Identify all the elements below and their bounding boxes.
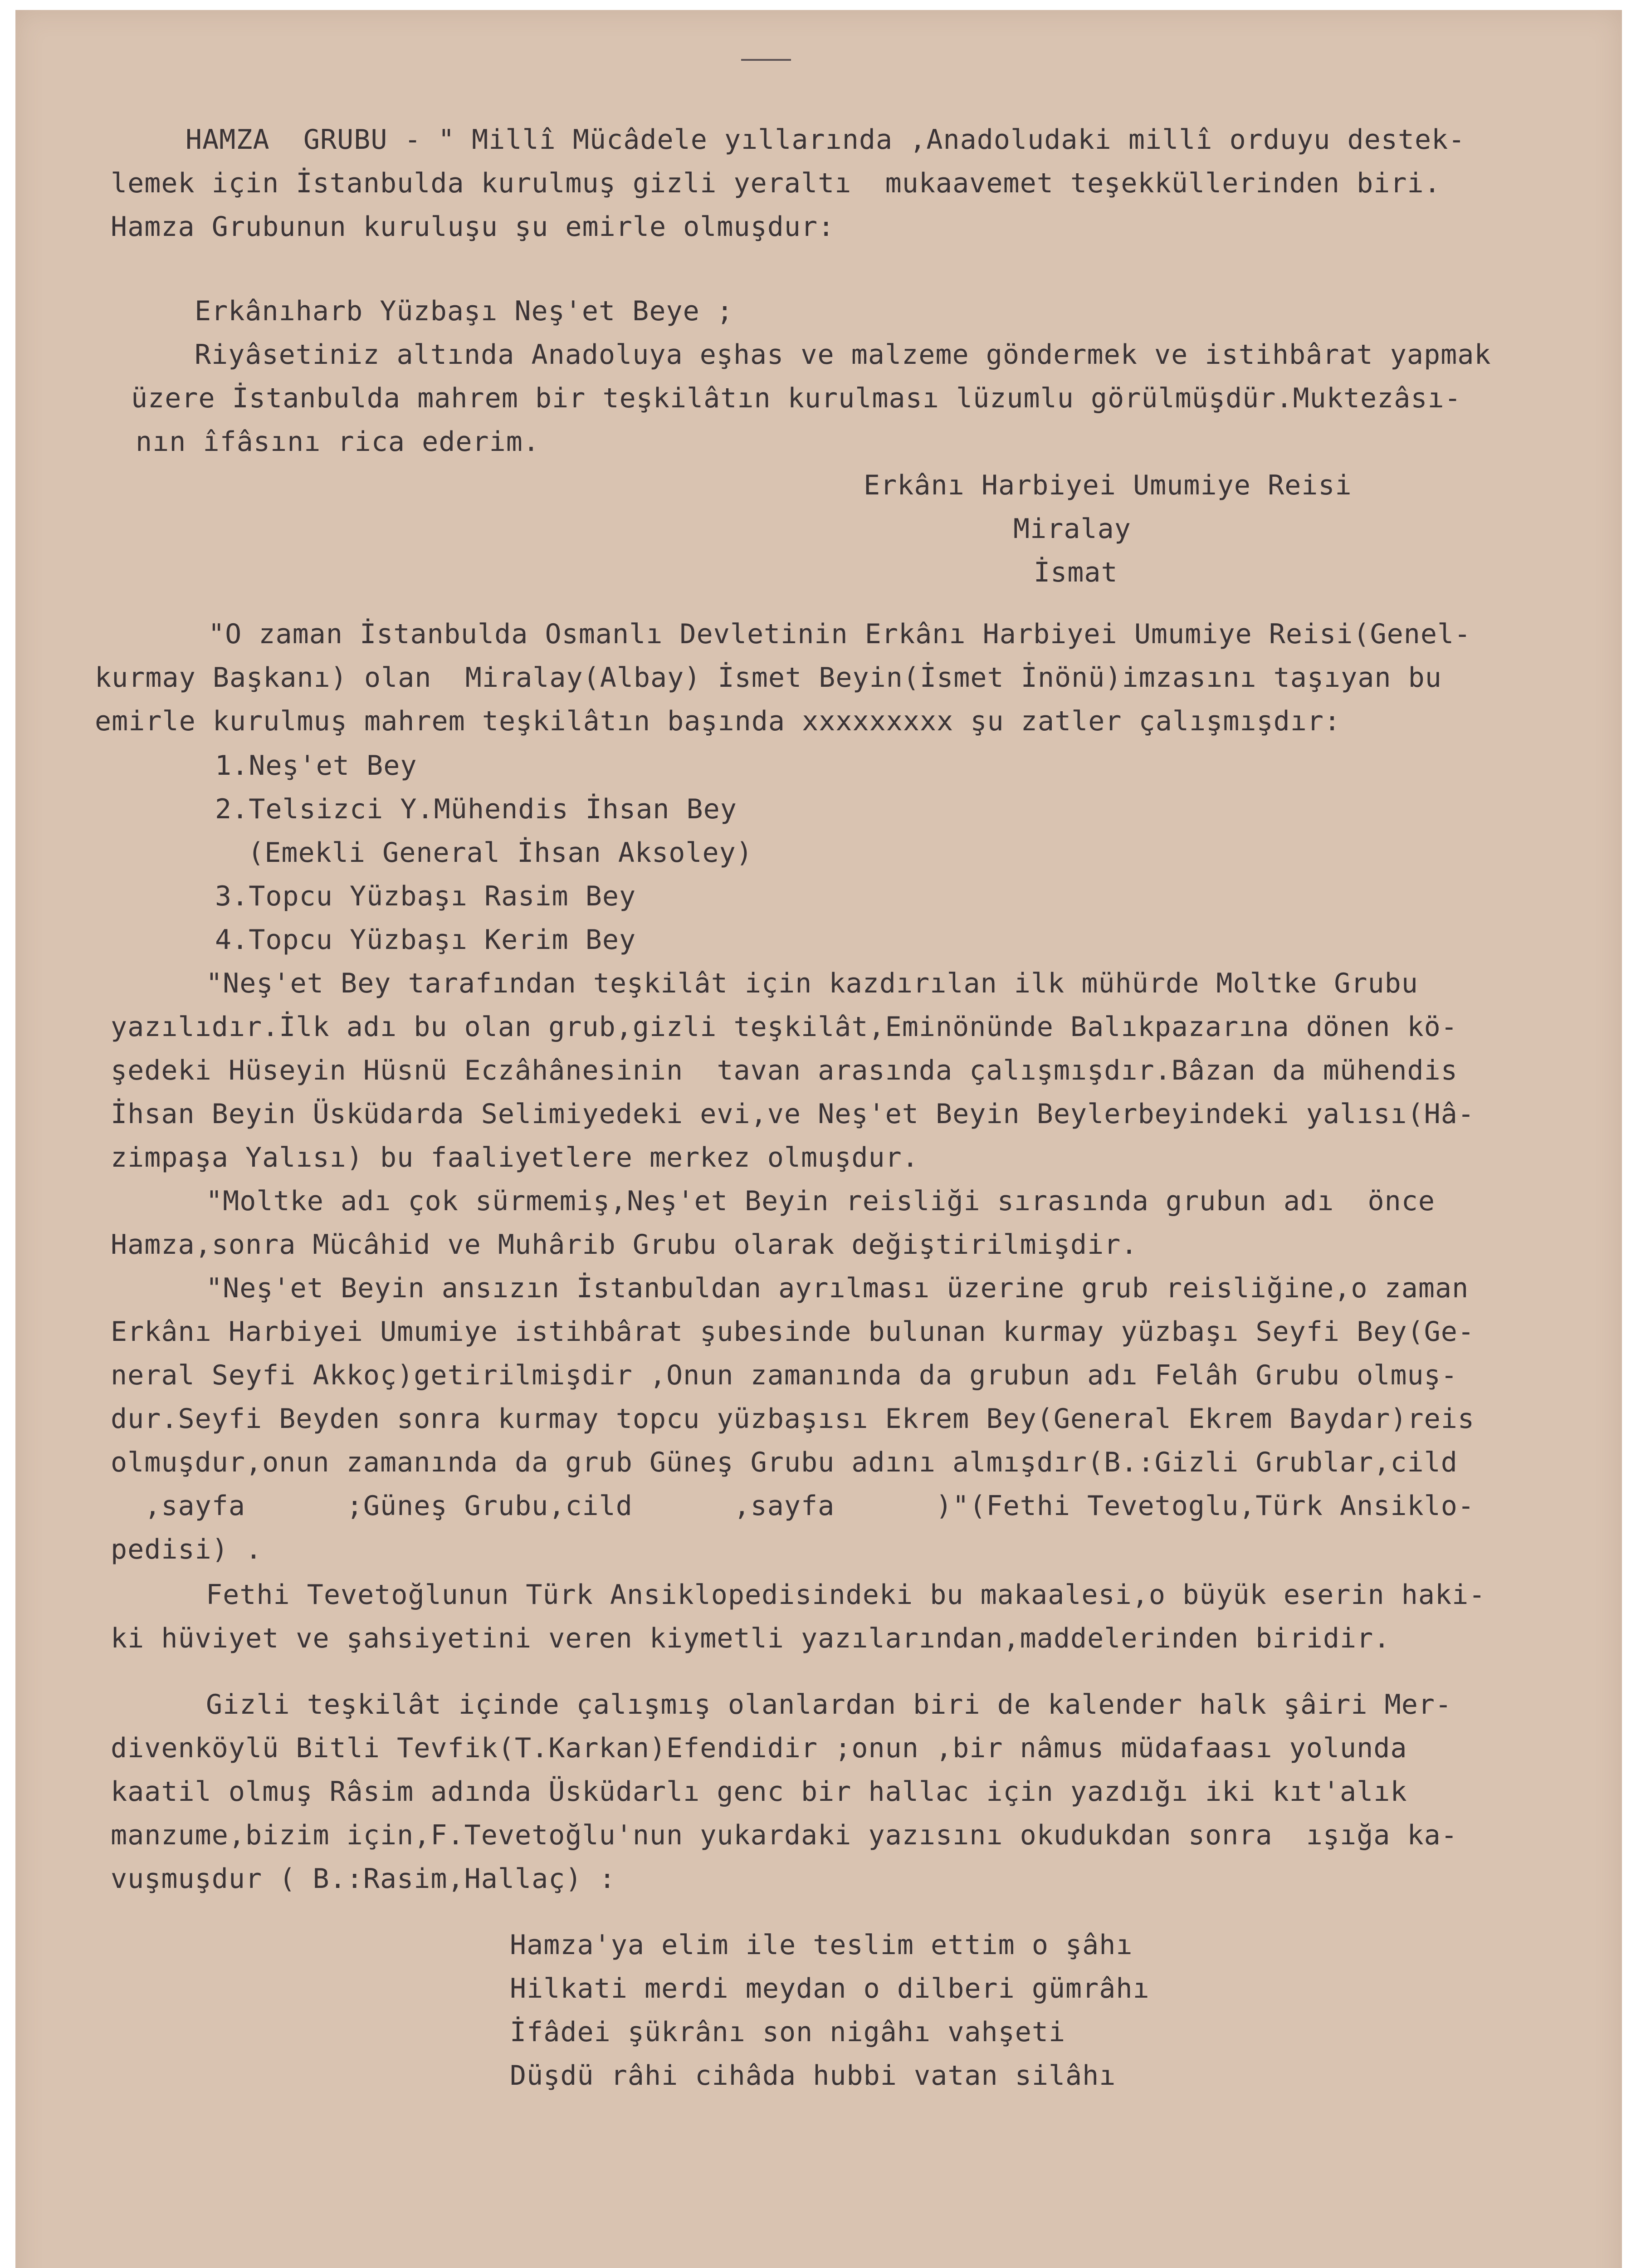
leaders-line: olmuşdur,onun zamanında da grub Güneş Grubu adını almışdır(B.:Gizli Grublar,cild <box>111 1447 1458 1478</box>
order-line: Riyâsetiniz altında Anadoluya eşhas ve malzeme göndermek ve istihbârat yapmak <box>195 339 1491 371</box>
typewritten-page <box>15 10 1622 2268</box>
leaders-line: ,sayfa ;Güneş Grubu,cild ,sayfa )"(Fethi Tevetoglu,Türk Ansiklo- <box>111 1490 1475 1522</box>
intro-line: HAMZA GRUBU - " Millî Mücâdele yıllarında ,Anadoludaki millî orduyu destek- <box>186 124 1465 156</box>
founder-item: 1.Neş'et Bey <box>215 750 417 782</box>
leaders-line: pedisi) . <box>111 1534 263 1565</box>
poem-line: Hamza'ya elim ile teslim ettim o şâhı <box>510 1929 1133 1961</box>
moltke-line: zimpaşa Yalısı) bu faaliyetlere merkez olmuşdur. <box>111 1142 919 1173</box>
founders-line: kurmay Başkanı) olan Miralay(Albay) İsmet Beyin(İsmet İnönü)imzasını taşıyan bu <box>95 662 1442 694</box>
poet-line: kaatil olmuş Râsim adında Üsküdarlı genc bir hallac için yazdığı iki kıt'alık <box>111 1776 1407 1808</box>
moltke-line: yazılıdır.İlk adı bu olan grub,gizli teşkilât,Eminönünde Balıkpazarına dönen kö- <box>111 1011 1458 1043</box>
leaders-line: neral Seyfi Akkoç)getirilmişdir ,Onun zamanında da grubun adı Felâh Grubu olmuş- <box>111 1359 1458 1391</box>
poet-line: manzume,bizim için,F.Tevetoğlu'nun yukardaki yazısını okudukdan sonra ışığa ka- <box>111 1819 1458 1851</box>
founder-item: 3.Topcu Yüzbaşı Rasim Bey <box>215 880 636 912</box>
poet-line: vuşmuşdur ( B.:Rasim,Hallaç) : <box>111 1863 616 1895</box>
comment-line: ki hüviyet ve şahsiyetini veren kiymetli yazılarından,maddelerinden biridir. <box>111 1623 1391 1654</box>
poet-line: Gizli teşkilât içinde çalışmış olanlardan biri de kalender halk şâiri Mer- <box>206 1689 1452 1721</box>
founder-item: (Emekli General İhsan Aksoley) <box>231 837 753 869</box>
moltke-line: İhsan Beyin Üsküdarda Selimiyedeki evi,ve Neş'et Beyin Beylerbeyindeki yalısı(Hâ- <box>111 1098 1475 1130</box>
founders-line: emirle kurulmuş mahrem teşkilâtın başında xxxxxxxxx şu zatler çalışmışdır: <box>95 705 1341 737</box>
order-line: üzere İstanbulda mahrem bir teşkilâtın kurulması lüzumlu görülmüşdür.Muktezâsı- <box>131 382 1461 414</box>
comment-line: Fethi Tevetoğlunun Türk Ansiklopedisindeki bu makaalesi,o büyük eserin haki- <box>206 1579 1486 1611</box>
founders-line: "O zaman İstanbulda Osmanlı Devletinin Erkânı Harbiyei Umumiye Reisi(Genel- <box>208 618 1471 650</box>
founder-item: 4.Topcu Yüzbaşı Kerim Bey <box>215 924 636 956</box>
order-line: nın îfâsını rica ederim. <box>136 426 540 458</box>
intro-line: lemek için İstanbulda kurulmuş gizli yeraltı mukaavemet teşekküllerinden biri. <box>111 167 1441 199</box>
founder-item: 2.Telsizci Y.Mühendis İhsan Bey <box>215 793 737 825</box>
poem-line: Hilkati merdi meydan o dilberi gümrâhı <box>510 1973 1150 2004</box>
moltke-line: şedeki Hüseyin Hüsnü Eczâhânesinin tavan arasında çalışmışdır.Bâzan da mühendis <box>111 1055 1458 1086</box>
signature-name: İsmat <box>1034 557 1118 588</box>
moltke-line: "Neş'et Bey tarafından teşkilât için kazdırılan ilk mühürde Moltke Grubu <box>206 968 1418 999</box>
names-line: "Moltke adı çok sürmemiş,Neş'et Beyin reisliği sırasında grubun adı önce <box>206 1185 1435 1217</box>
leaders-line: Erkânı Harbiyei Umumiye istihbârat şubesinde bulunan kurmay yüzbaşı Seyfi Bey(Ge- <box>111 1316 1475 1348</box>
poem-line: İfâdei şükrânı son nigâhı vahşeti <box>510 2016 1066 2048</box>
leaders-line: "Neş'et Beyin ansızın İstanbuldan ayrılması üzerine grub reisliğine,o zaman <box>206 1272 1469 1304</box>
leaders-line: dur.Seyfi Beyden sonra kurmay topcu yüzbaşısı Ekrem Bey(General Ekrem Baydar)reis <box>111 1403 1475 1435</box>
order-salutation: Erkânıharb Yüzbaşı Neş'et Beye ; <box>195 295 733 327</box>
poem-line: Düşdü râhi cihâda hubbi vatan silâhı <box>510 2060 1116 2092</box>
poet-line: divenköylü Bitli Tevfik(T.Karkan)Efendidir ;onun ,bir nâmus müdafaası yolunda <box>111 1732 1407 1764</box>
page-mark <box>741 59 791 61</box>
names-line: Hamza,sonra Mücâhid ve Muhârib Grubu olarak değiştirilmişdir. <box>111 1229 1138 1261</box>
signature-rank: Miralay <box>1013 513 1131 545</box>
intro-line: Hamza Grubunun kuruluşu şu emirle olmuşdur: <box>111 211 835 243</box>
signature-title: Erkânı Harbiyei Umumiye Reisi <box>864 469 1352 501</box>
